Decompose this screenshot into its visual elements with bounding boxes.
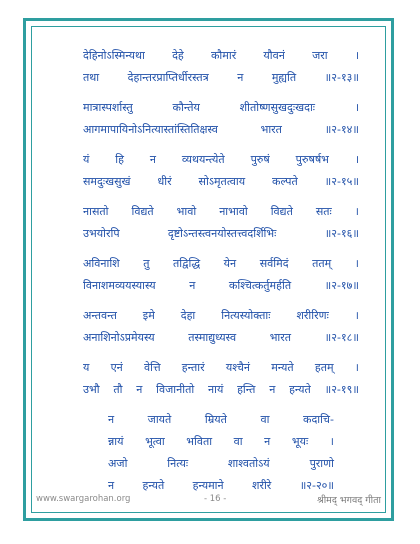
verse-word: । [354,153,359,166]
verse-word: उभौ [83,383,100,396]
verse-word: वा [233,435,243,448]
verse-word: ॥२-१५॥ [324,175,359,188]
verse-word: कदाचि- [303,413,334,426]
verse-word: विद्यते [131,205,154,218]
verse-word: । [354,257,359,270]
verse-line [83,149,359,171]
verse-line [83,275,359,297]
verse-word: देहिनोऽस्मिन्यथा [83,49,145,62]
verse-word: । [329,435,334,448]
verse-word: नित्यस्योक्ताः [221,309,271,322]
verse-word: तथा [83,71,100,84]
verse-word: पुरुषं [250,153,270,166]
verse-block [83,253,359,297]
verse-word: कल्पते [272,175,298,188]
verse-word: न [264,435,271,448]
verse-word: नाभावो [219,205,248,218]
verse-word: व्यथयन्त्येते [181,153,225,166]
verse-word: मन्यते [271,361,294,374]
verse-word: न [108,479,115,492]
verse-word: भविता [186,435,213,448]
verse-word: भारत [269,331,292,344]
verse-word: कश्चित्कर्तुमर्हति [228,279,292,292]
verse-word: धीरं [157,175,172,188]
verse-word: ॥२-१८॥ [324,331,359,344]
verse-word: मात्रास्पर्शास्तु [83,101,133,114]
verse-line [83,253,359,275]
verse-word: एनं [110,361,123,374]
verse-word: मुह्यति [271,71,297,84]
verse-word: । [354,361,359,374]
verse-word: हन्यते [142,479,165,492]
verse-word: दृष्टोऽन्तस्त्वनयोस्तत्त्वदर्शिभिः [167,227,277,240]
footer-website: www.swargarohan.org [36,494,131,504]
verse-block [83,201,359,245]
verse-word: वा [260,413,270,426]
verse-word: शरीरिणः [296,309,329,322]
verse-word: । [354,309,359,322]
verse-word: तद्विद्धि [173,257,201,270]
verse-block [108,409,334,497]
verse-word: यं [83,153,90,166]
verse-word: न्नायं [108,435,124,448]
verse-word: ॥२-१७॥ [324,279,359,292]
verse-word: ॥२-१९॥ [324,383,359,396]
verse-word: सर्वमिदं [259,257,289,270]
verse-word: यश्चैनं [225,361,250,374]
verse-word: नासतो [83,205,109,218]
verse-word: हतम् [314,361,334,374]
verse-word: भूत्वा [145,435,165,448]
verse-line [83,223,359,245]
verse-word: हि [115,153,124,166]
verse-word: येन [223,257,237,270]
footer-page-number: - 16 - [204,494,227,504]
verse-word: विजानीतो [156,383,195,396]
verse-word: विद्यते [270,205,293,218]
verse-word: न [237,71,244,84]
verse-line [83,357,359,379]
verse-word: यौवनं [263,49,285,62]
verse-line [83,201,359,223]
verse-word: अविनाशि [83,257,120,270]
verse-word: हन्यते [289,383,311,396]
verse-word: देहान्तरप्राप्तिर्धीरस्तत्र [127,71,209,84]
verse-word: तु [143,257,150,270]
verse-word: तस्माद्युध्यस्व [188,331,237,344]
verse-word: हन्यमाने [192,479,224,492]
verse-line [108,431,334,453]
verse-word: देहे [172,49,184,62]
verse-word: जायते [147,413,172,426]
verse-line [83,97,359,119]
verse-word: सोऽमृतत्वाय [198,175,246,188]
verse-word: ॥२-२०॥ [299,479,334,492]
verse-block [83,357,359,401]
verse-word: न [108,413,115,426]
verse-word: । [354,205,359,218]
verse-word: ॥२-१६॥ [324,227,359,240]
page-footer [36,490,381,508]
verse-line [108,409,334,431]
verse-line [83,305,359,327]
verse-word: नायं [207,383,224,396]
verse-word: म्रियते [204,413,227,426]
verse-word: देहा [180,309,196,322]
verse-line [108,453,334,475]
verse-word: भूयः [291,435,309,448]
verse-block [83,305,359,349]
verse-word: य [83,361,90,374]
verse-line [83,119,359,141]
verse-word: नित्यः [167,457,189,470]
verse-word: कौन्तेय [172,101,200,114]
verse-word: ॥२-१४॥ [324,123,359,136]
verse-word: विनाशमव्ययस्यास्य [83,279,156,292]
verse-word: न [189,279,196,292]
verse-word: हन्तारं [181,361,205,374]
verse-word: तौ [113,383,123,396]
verse-word: अनाशिनोऽप्रमेयस्य [83,331,155,344]
verse-word: न [269,383,276,396]
verse-word: भारत [260,123,282,136]
verse-word: इमे [142,309,155,322]
verse-line [83,327,359,349]
verse-word: अन्तवन्त [83,309,117,322]
verse-block [83,149,359,193]
verse-word: शाश्वतोऽयं [227,457,270,470]
verse-line [83,45,359,67]
verse-word: । [354,101,359,114]
verse-word: सतः [315,205,332,218]
verse-word: कौमारं [210,49,237,62]
verse-word: शीतोष्णसुखदुःखदाः [239,101,316,114]
verse-word: न [136,383,143,396]
verse-word: आगमापायिनोऽनित्यास्तांस्तितिक्षस्व [83,123,218,136]
verse-word: हन्ति [237,383,256,396]
verse-word: समदुःखसुखं [83,175,131,188]
verse-word: अजो [108,457,128,470]
footer-book-title: श्रीमद् भगवद् गीता [317,495,381,506]
verse-word: ॥२-१३॥ [324,71,359,84]
verse-block [83,97,359,141]
verse-word: शरीरे [251,479,272,492]
verse-word: । [354,49,359,62]
verse-block [83,45,359,89]
verse-word: पुरुषर्षभ [295,153,329,166]
verse-word: वेत्ति [144,361,161,374]
verse-line [83,171,359,193]
verse-line [83,379,359,401]
verse-word: जरा [312,49,328,62]
verse-word: पुराणो [309,457,334,470]
verse-line [83,67,359,89]
verse-word: ततम् [312,257,332,270]
verse-word: भावो [176,205,197,218]
verse-word: उभयोरपि [83,227,120,240]
verse-word: न [149,153,156,166]
